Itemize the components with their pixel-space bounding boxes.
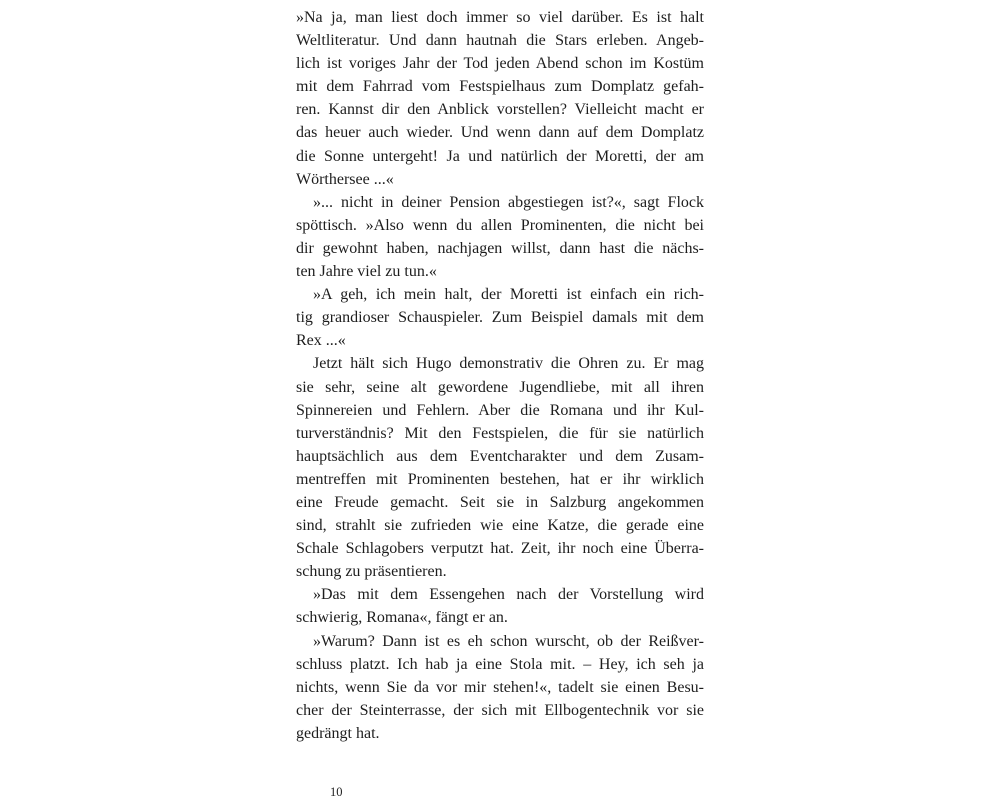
text-line: schluss platzt. Ich hab ja eine Stola mit. – Hey, ich seh ja — [296, 655, 704, 673]
text-line: das heuer auch wieder. Und wenn dann auf dem Domplatz — [296, 124, 704, 142]
text-line: Jetzt hält sich Hugo demonstrativ die Ohren zu. Er mag — [313, 355, 704, 373]
text-line: schung zu präsentieren. — [296, 563, 447, 581]
text-line: sie sehr, seine alt gewordene Jugendliebe, mit all ihren — [296, 378, 704, 396]
text-line: schwierig, Romana«, fängt er an. — [296, 609, 508, 627]
paragraph — [296, 630, 704, 745]
text-line: hauptsächlich aus dem Eventcharakter und dem Zusam- — [296, 447, 704, 465]
text-line: gedrängt hat. — [296, 724, 380, 742]
text-line: Spinnereien und Fehlern. Aber die Romana und ihr Kul- — [296, 401, 704, 419]
text-line: »A geh, ich mein halt, der Moretti ist einfach ein rich- — [313, 286, 704, 304]
text-line: turverständnis? Mit den Festspielen, die für sie natürlich — [296, 424, 704, 442]
text-line: spöttisch. »Also wenn du allen Prominenten, die nicht bei — [296, 216, 704, 234]
text-line: »Warum? Dann ist es eh schon wurscht, ob der Reißver- — [313, 632, 704, 650]
text-line: dir gewohnt haben, nachjagen willst, dann hast die nächs- — [296, 239, 704, 257]
text-line: Rex ...« — [296, 332, 346, 350]
text-line: Wörthersee ...« — [296, 170, 394, 188]
text-line: mit dem Fahrrad vom Festspielhaus zum Domplatz gefah- — [296, 78, 704, 96]
text-line: mentreffen mit Prominenten bestehen, hat er ihr wirklich — [296, 470, 704, 488]
paragraph — [296, 583, 704, 629]
text-line: »Na ja, man liest doch immer so viel darüber. Es ist halt — [296, 9, 704, 26]
paragraph — [296, 6, 704, 191]
paragraph — [296, 191, 704, 283]
text-line: Schale Schlagobers verputzt hat. Zeit, ihr noch eine Überra- — [296, 540, 704, 558]
text-line: sind, strahlt sie zufrieden wie eine Katze, die gerade eine — [296, 517, 704, 535]
text-line: ten Jahre viel zu tun.« — [296, 263, 437, 281]
text-line: lich ist voriges Jahr der Tod jeden Abend schon im Kostüm — [296, 55, 704, 73]
text-line: eine Freude gemacht. Seit sie in Salzburg angekommen — [296, 493, 704, 511]
text-line: cher der Steinterrasse, der sich mit Ellbogentechnik vor sie — [296, 701, 704, 719]
text-line: ren. Kannst dir den Anblick vorstellen? Vielleicht macht er — [296, 101, 704, 119]
text-line: nichts, wenn Sie da vor mir stehen!«, tadelt sie einen Besu- — [296, 678, 704, 696]
paragraph — [296, 283, 704, 352]
text-column — [296, 0, 704, 799]
text-line: die Sonne untergeht! Ja und natürlich der Moretti, der am — [296, 147, 704, 165]
text-line: »... nicht in deiner Pension abgestiegen ist?«, sagt Flock — [313, 193, 704, 211]
paragraph — [296, 352, 704, 583]
text-line: Weltliteratur. Und dann hautnah die Stars erleben. Angeb- — [296, 32, 704, 50]
text-line: »Das mit dem Essengehen nach der Vorstellung wird — [313, 586, 704, 604]
text-line: tig grandioser Schauspieler. Zum Beispiel damals mit dem — [296, 309, 704, 327]
page-number: 10 — [330, 785, 343, 799]
